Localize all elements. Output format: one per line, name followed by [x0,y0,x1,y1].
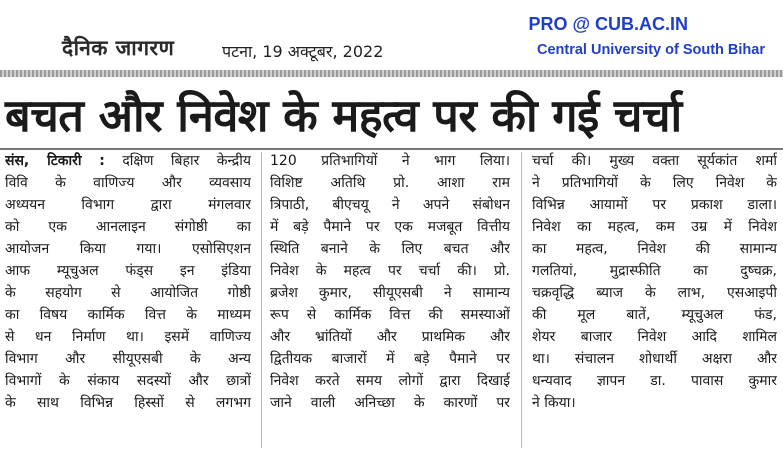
article-column-2 [270,150,510,450]
article-line: और भ्रांतियों और प्राथमिक और [270,329,510,345]
article-column-3 [532,150,777,450]
newspaper-name: दैनिक जागरण [62,35,175,60]
article-line: की मूल बातें, म्यूचुअल फंड, [532,307,777,323]
article-column-1 [5,150,251,450]
article-line: आफ म्यूचुअल फंड्स इन इंडिया [5,263,251,279]
article-line: चक्रवृद्धि ब्याज के लाभ, एसआइपी [532,285,777,301]
article-line: निवेश के महत्व पर चर्चा की। प्रो. [270,263,510,279]
column-divider [521,152,522,448]
article-line: विभिन्न आयामों पर प्रकाश डाला। [532,197,777,213]
university-name: Central University of South Bihar [536,42,765,58]
article-line: द्वितीयक बाजारों में बड़े पैमाने पर [270,351,510,367]
article-line: के सहयोग से आयोजित गोष्ठी [5,285,251,301]
article-line: को एक आनलाइन संगोष्ठी का [5,219,251,235]
article-line: था। संचालन शोधार्थी अक्षरा और [532,351,777,367]
article-line: आयोजन किया गया। एसोसिएशन [5,241,251,257]
article-line: धन्यवाद ज्ञापन डा. पावास कुमार [532,373,777,389]
article-line: से धन निर्माण था। इसमें वाणिज्य [5,329,251,345]
article-line: निवेश का महत्व, कम उम्र में निवेश [532,219,777,235]
article-line: का विषय कार्मिक वित्त के माध्यम [5,307,251,323]
article-line: ने किया। [532,395,576,411]
article-line: विवि के वाणिज्य और व्यवसाय [5,175,251,191]
masthead [0,0,783,80]
article-line: में बड़े पैमाने पर एक मजबूत वित्तीय [270,219,510,235]
column-divider [261,152,262,448]
article-line: विभागों के संकाय सदस्यों और छात्रों [5,373,251,389]
article-line [5,150,251,172]
pro-email: PRO @ CUB.AC.IN [528,14,688,34]
article-line: शेयर बाजार निवेश आदि शामिल [532,329,777,345]
article-line: चर्चा की। मुख्य वक्ता सूर्यकांत शर्मा [532,153,777,169]
masthead-rule [0,70,783,77]
article-lead: संस, टिकारी : [5,153,105,169]
article-line: निवेश करते समय लोगों द्वारा दिखाई [270,373,510,389]
article-line: गलतियां, मुद्रास्फीति का दुष्चक्र, [532,263,777,279]
headline: बचत और निवेश के महत्व पर की गई चर्चा [5,89,682,142]
article-line: अध्ययन विभाग द्वारा मंगलवार [5,197,251,213]
article-line: जाने वाली अनिच्छा के कारणों पर [270,395,510,411]
article-line: 120 प्रतिभागियों ने भाग लिया। [270,153,510,169]
article-line: स्थिति बनाने के लिए बचत और [270,241,510,257]
article-line: त्रिपाठी, बीएचयू ने अपने संबोधन [270,197,510,213]
article-line: के साथ विभिन्न हिस्सों से लगभग [5,395,251,411]
article-line: का महत्व, निवेश की सामान्य [532,241,777,257]
article-line: विशिष्ट अतिथि प्रो. आशा राम [270,175,510,191]
article-line-text: दक्षिण बिहार केन्द्रीय [122,153,251,169]
article-line: रूप से कार्मिक वित्त की समस्याओं [270,307,510,323]
article-line: विभाग और सीयूएसबी के अन्य [5,351,251,367]
article-line: ने प्रतिभागियों के लिए निवेश के [532,175,777,191]
dateline: पटना, 19 अक्टूबर, 2022 [222,42,384,61]
article-line: ब्रजेश कुमार, सीयूएसबी ने सामान्य [270,285,510,301]
